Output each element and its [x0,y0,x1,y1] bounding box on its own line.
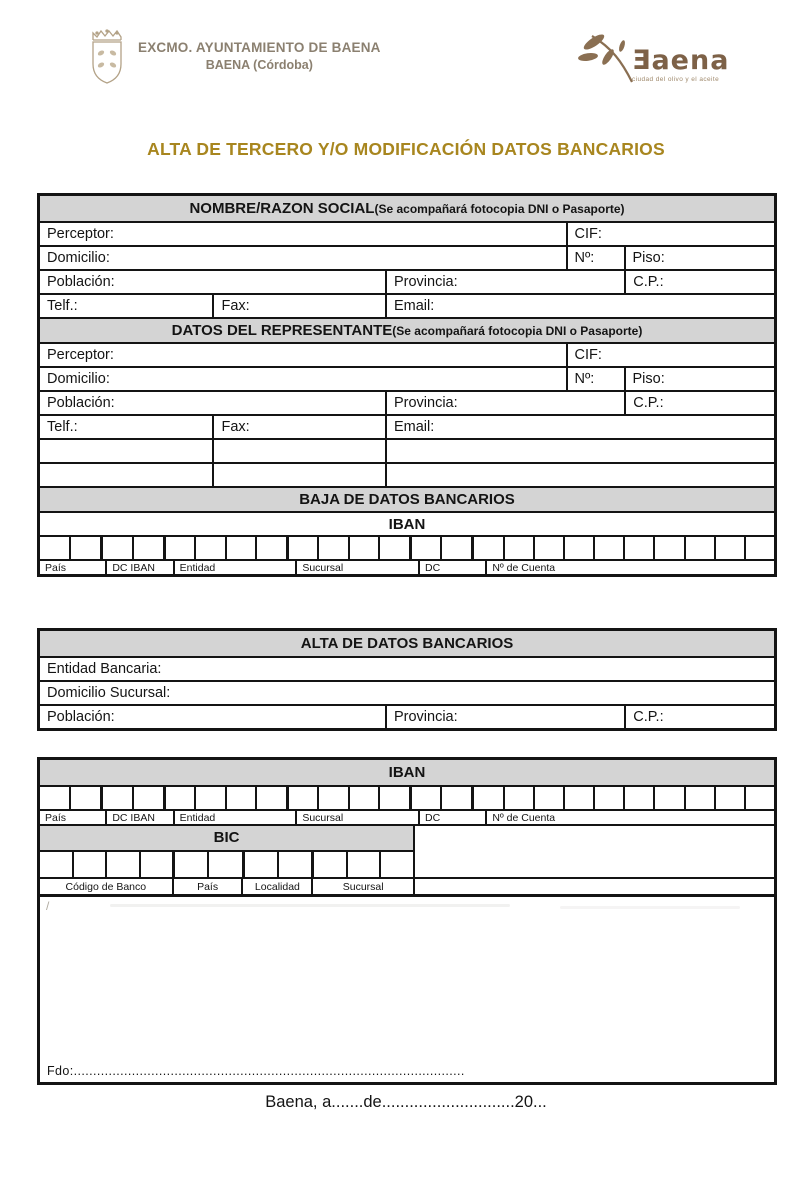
field-numero-label: Nº: [566,368,624,390]
field-domicilio-label: Domicilio: [47,250,110,266]
municipality-line2: BAENA (Córdoba) [205,58,313,73]
section-title: NOMBRE/RAZON SOCIAL [189,200,375,217]
municipality-header [86,27,381,87]
iban-group-pais [40,787,100,809]
field-telf-label: Telf.: [47,298,78,314]
field-entidad-bancaria-label: Entidad Bancaria: [47,661,162,677]
baena-brand-logo [578,30,729,88]
row-domicilio-sucursal [40,680,774,704]
field-cp-label: C.P.: [624,271,774,293]
iban-char-box [503,537,533,559]
iban-label-entidad: Entidad [173,561,296,574]
iban-char-box [533,537,563,559]
iban-char-box [412,787,441,809]
iban-char-box [103,787,132,809]
row-poblacion [40,390,774,414]
iban-char-box [714,787,744,809]
section-header-alta-datos-bancarios [40,631,774,656]
iban-boxes-row [40,535,774,559]
empty-cell [40,440,212,462]
bic-char-box [346,852,380,877]
bic-label-pais: País [172,879,242,894]
iban-char-box [348,537,378,559]
iban-label-pais: País [45,561,67,574]
iban-label-cuenta: Nº de Cuenta [485,811,774,824]
bic-char-box [277,852,311,877]
bic-side-empty-area [415,826,774,894]
table-iban-bic [37,757,777,1085]
bic-boxes-row [40,852,413,877]
iban-char-box [194,787,224,809]
field-poblacion-label: Población: [47,274,115,290]
iban-char-box [378,787,408,809]
iban-group-entidad [163,537,286,559]
iban-char-box [378,537,408,559]
fdo-label: Fdo: [47,1064,74,1078]
iban-char-box [474,537,502,559]
field-email-label: Email: [385,295,774,317]
bic-block [40,826,415,894]
iban-label-dc: DC [418,561,485,574]
table-main [37,193,777,577]
section-title: ALTA DE DATOS BANCARIOS [300,635,514,652]
bic-zone [40,824,774,894]
iban-char-box [744,787,774,809]
field-telf-label: Telf.: [47,419,78,435]
section-title: IBAN [388,764,426,781]
municipality-name [138,39,381,74]
iban-char-box [623,787,653,809]
bic-label-sucursal: Sucursal [311,879,413,894]
iban-char-box [684,787,714,809]
bic-group-localidad [242,852,311,877]
faded-text-artifact [560,906,740,909]
bic-label-localidad: Localidad [241,879,311,894]
iban-char-box [317,787,347,809]
iban-char-box [194,537,224,559]
bic-char-box [175,852,207,877]
iban-char-box [166,537,194,559]
field-poblacion-label: Población: [47,709,115,725]
row-domicilio [40,366,774,390]
field-piso-label: Piso: [624,247,774,269]
municipality-line1: EXCMO. AYUNTAMIENTO DE BAENA [138,40,381,55]
iban-label-dc: DC [418,811,485,824]
iban-labels-row [40,559,774,574]
iban-label-sucursal: Sucursal [295,561,418,574]
field-domicilio-label: Domicilio: [47,371,110,387]
field-perceptor-label: Perceptor: [47,347,114,363]
iban-group-cuenta [471,537,774,559]
bic-label-codigo-banco: Código de Banco [65,880,147,893]
section-subtitle: (Se acompañará fotocopia DNI o Pasaporte) [392,323,643,338]
iban-labels-row [40,809,774,824]
iban-char-box [593,787,623,809]
field-provincia-label: Provincia: [385,706,624,728]
iban-char-box [412,537,441,559]
iban-char-box [317,537,347,559]
iban-group-dc [409,787,472,809]
iban-label-cuenta: Nº de Cuenta [485,561,774,574]
iban-char-box [563,537,593,559]
bic-char-box [139,852,173,877]
field-provincia-label: Provincia: [385,271,624,293]
fdo-dotted-line: ..................................................................................................... [73,1064,465,1078]
faded-text-artifact [110,904,510,907]
iban-char-box [69,537,100,559]
iban-label-entidad: Entidad [173,811,296,824]
bic-char-box [40,852,72,877]
section-subtitle: (Se acompañará fotocopia DNI o Pasaporte) [374,201,625,216]
iban-char-box [684,537,714,559]
iban-char-box [653,787,683,809]
olive-branch-icon [578,30,640,88]
empty-row [40,438,774,462]
iban-group-entidad [163,787,286,809]
iban-char-box [132,787,163,809]
row-poblacion [40,704,774,728]
page-title: ALTA DE TERCERO Y/O MODIFICACIÓN DATOS BANCARIOS [147,139,665,159]
iban-char-box [69,787,100,809]
table-alta-datos-bancarios [37,628,777,731]
bic-group-codigo-banco [40,852,172,877]
section-title: BAJA DE DATOS BANCARIOS [299,491,515,508]
iban-char-box [503,787,533,809]
iban-group-sucursal [286,787,409,809]
row-entidad-bancaria [40,656,774,680]
iban-boxes-row [40,785,774,809]
iban-char-box [714,537,744,559]
empty-row [40,462,774,486]
bic-group-sucursal [311,852,413,877]
bic-group-pais [172,852,241,877]
iban-char-box [533,787,563,809]
iban-char-box [132,537,163,559]
iban-char-box [744,537,774,559]
signature-line [47,1064,465,1078]
field-piso-label: Piso: [624,368,774,390]
iban-group-dc-iban [100,537,163,559]
brand-tagline: ciudad del olivo y el aceite [632,76,720,83]
iban-char-box [653,537,683,559]
empty-cell [385,464,774,486]
section-header-bic: BIC [40,826,413,852]
iban-char-box [255,787,285,809]
field-poblacion-label: Población: [47,395,115,411]
row-domicilio [40,245,774,269]
bic-char-box [72,852,106,877]
iban-label-sucursal: Sucursal [295,811,418,824]
date-place-line: Baena, a.......de.............................20... [265,1093,547,1111]
bic-char-box [379,852,413,877]
iban-char-box [166,787,194,809]
bic-char-box [207,852,241,877]
bic-char-box [105,852,139,877]
field-domicilio-sucursal-label: Domicilio Sucursal: [47,685,171,701]
iban-group-sucursal [286,537,409,559]
iban-char-box [40,787,69,809]
iban-char-box [289,787,317,809]
iban-char-box [563,787,593,809]
iban-char-box [348,787,378,809]
iban-char-box [225,787,255,809]
iban-char-box [593,537,623,559]
empty-cell [212,440,384,462]
iban-char-box [225,537,255,559]
field-provincia-label: Provincia: [385,392,624,414]
bic-char-box [314,852,346,877]
field-cp-label: C.P.: [624,392,774,414]
field-email-label: Email: [385,416,774,438]
iban-char-box [103,537,132,559]
empty-cell [212,464,384,486]
iban-group-dc-iban [100,787,163,809]
field-fax-label: Fax: [212,416,384,438]
iban-char-box [623,537,653,559]
iban-group-cuenta [471,787,774,809]
field-cif-label: CIF: [566,344,774,366]
brand-name: Ǝaena [632,45,730,76]
row-contacto [40,293,774,317]
iban-label-dc-iban: DC IBAN [105,561,172,574]
row-contacto [40,414,774,438]
iban-char-box [474,787,502,809]
iban-char-box [40,537,69,559]
iban-title-row: IBAN [40,511,774,535]
field-fax-label: Fax: [212,295,384,317]
field-cp-label: C.P.: [624,706,774,728]
section-header-representante [40,317,774,342]
iban-char-box [255,537,285,559]
field-cif-label: CIF: [566,223,774,245]
iban-char-box [440,787,471,809]
iban-char-box [289,537,317,559]
signature-box [40,894,774,1082]
bic-side-empty-cell [415,826,774,879]
row-poblacion [40,269,774,293]
empty-cell [385,440,774,462]
section-header-iban [40,760,774,785]
bic-labels-row [40,877,413,894]
field-numero-label: Nº: [566,247,624,269]
empty-cell [40,464,212,486]
coat-of-arms-icon [86,27,128,87]
iban-char-box [440,537,471,559]
iban-label-dc-iban: DC IBAN [105,811,172,824]
bic-char-box [245,852,277,877]
section-title: DATOS DEL REPRESENTANTE [171,322,393,339]
field-perceptor-label: Perceptor: [47,226,114,242]
section-header-baja-datos-bancarios [40,486,774,511]
row-perceptor [40,221,774,245]
brand-text [632,47,729,83]
row-perceptor [40,342,774,366]
bic-side-empty-cell [415,879,774,894]
iban-group-pais [40,537,100,559]
section-header-nombre-razon-social [40,196,774,221]
iban-label-pais: País [45,811,67,824]
iban-group-dc [409,537,472,559]
faint-scan-artifact: / [46,899,50,913]
